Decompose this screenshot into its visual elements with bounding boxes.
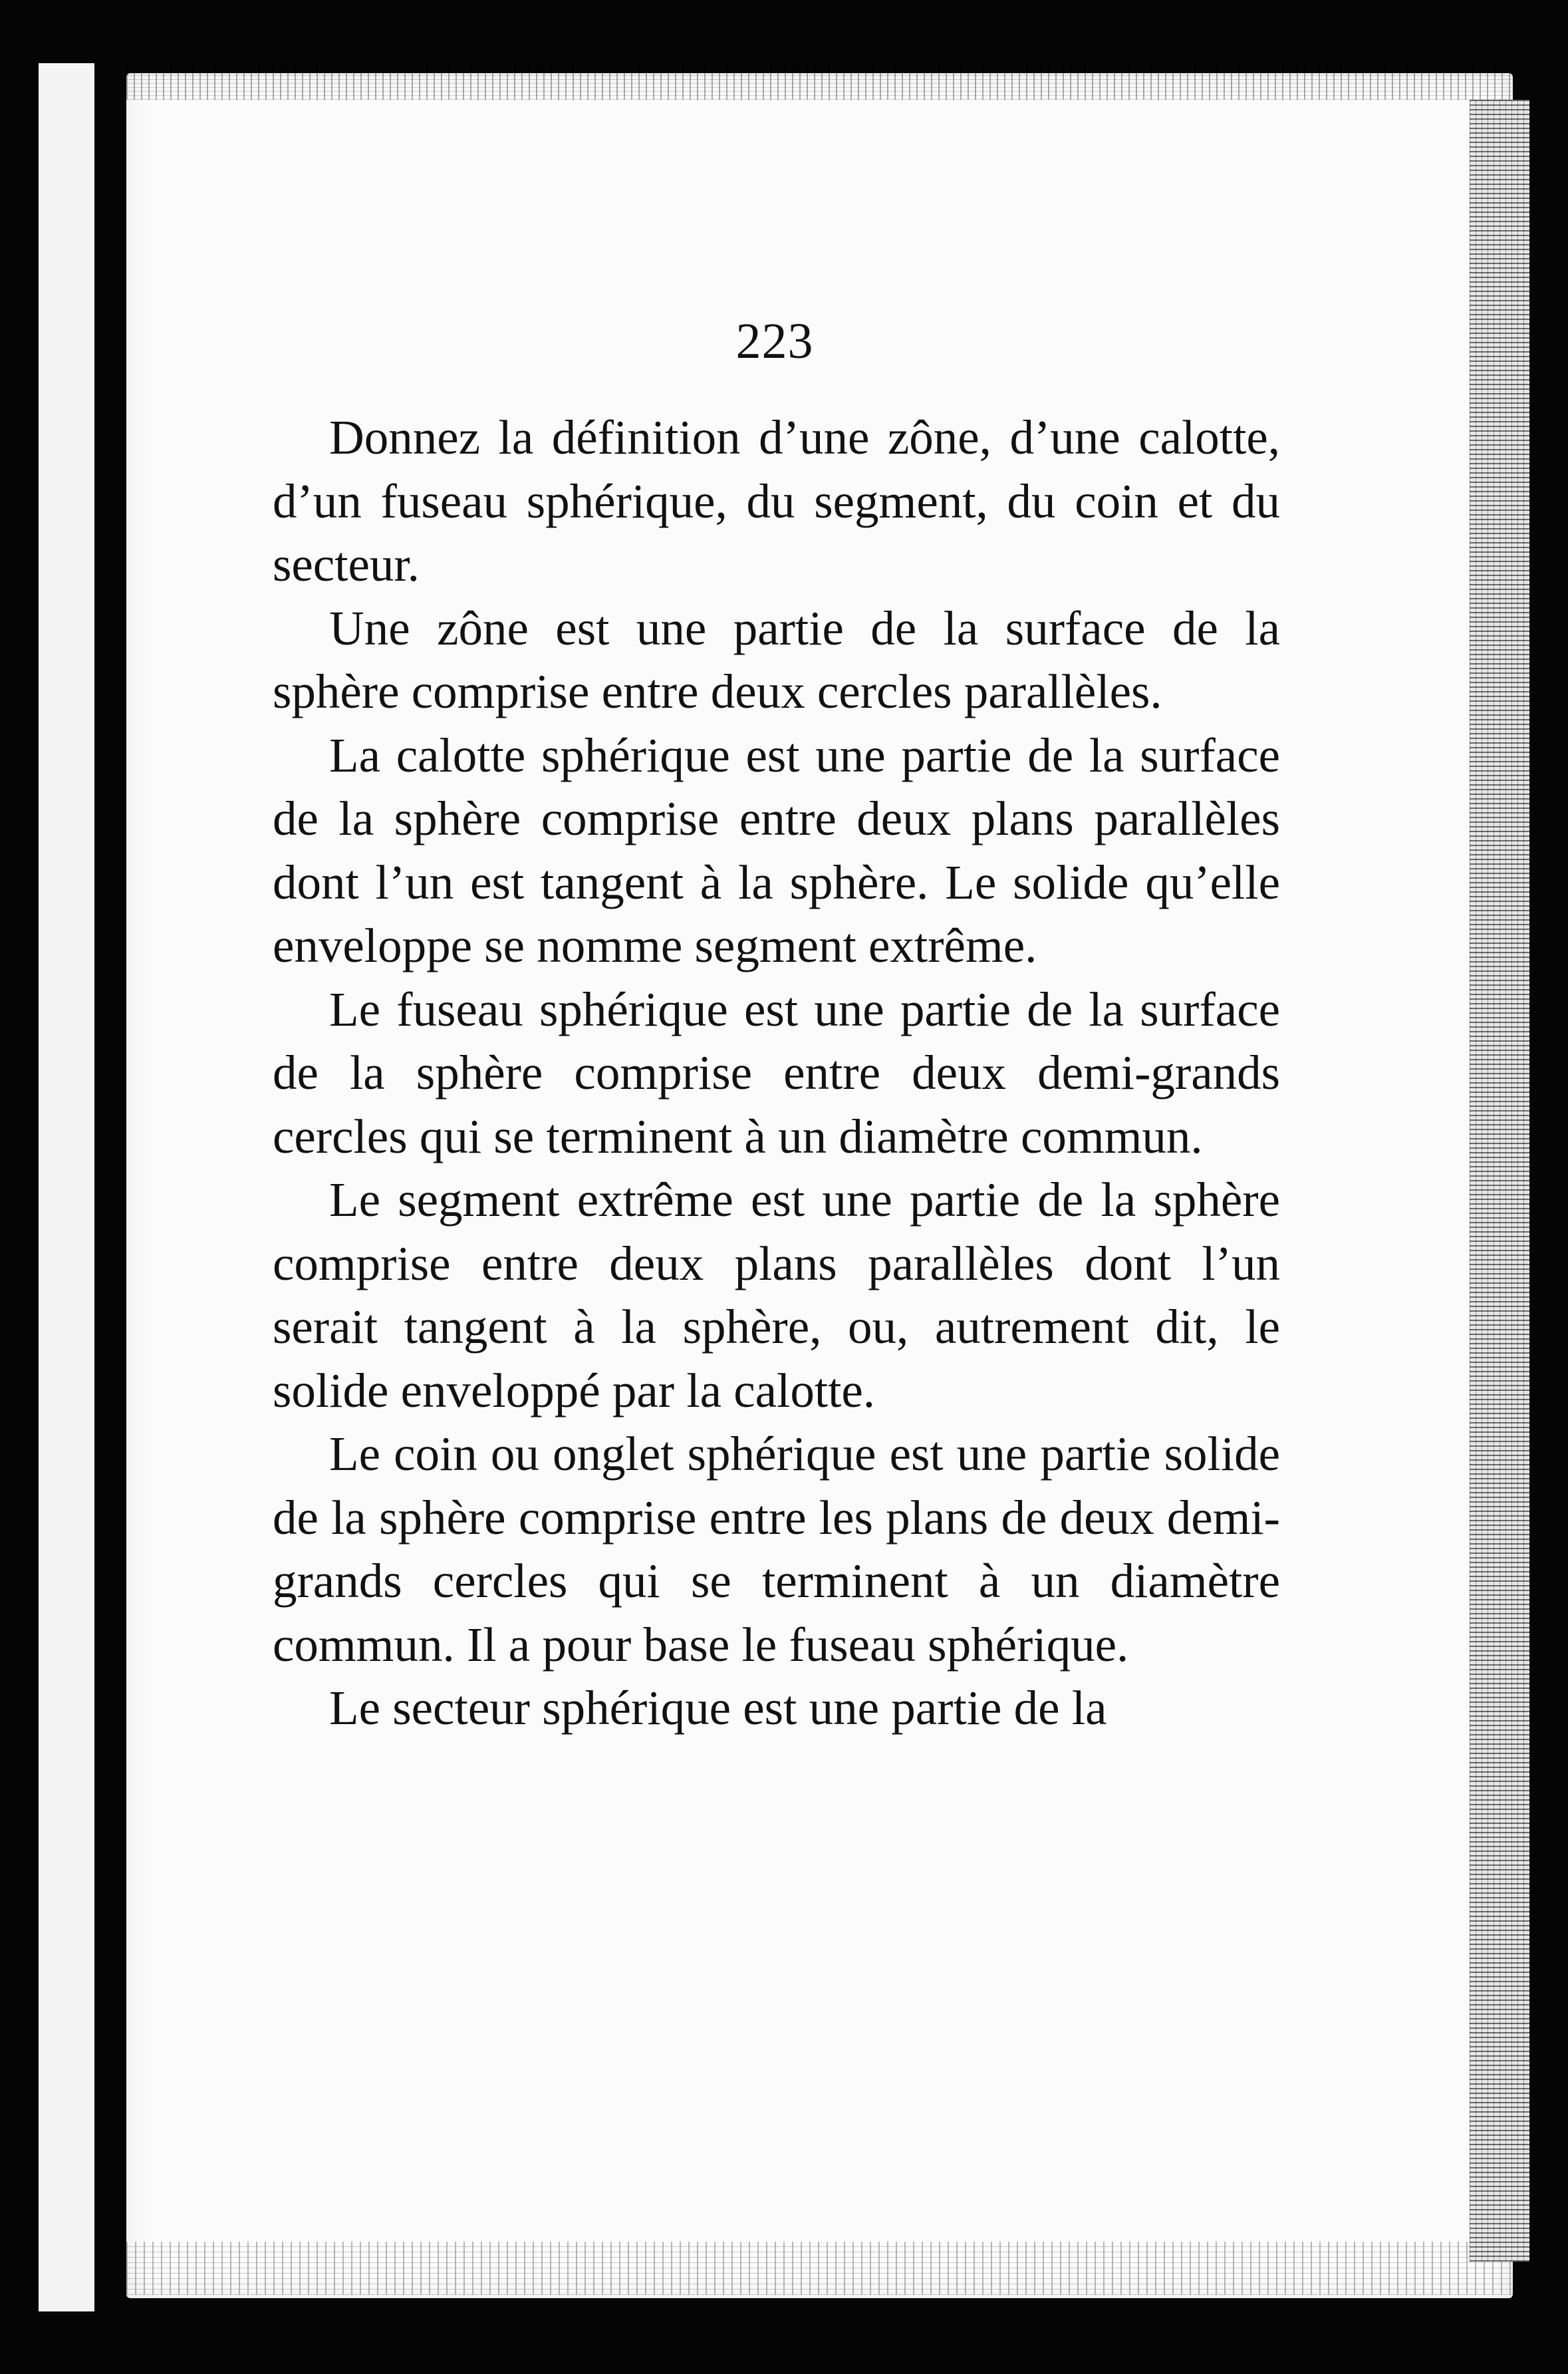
page-bottom-edge	[126, 2242, 1513, 2295]
paragraph-calotte: La calotte sphérique est une partie de la surface de la sphère comprise entre deux plans parallèles dont l’un est tangent à la sphère. Le solide qu’elle enveloppe se nomme segment extrême.	[273, 728, 1280, 972]
paragraph-question: Donnez la définition d’une zône, d’une calotte, d’un fuseau sphérique, du segment, du coin et du secteur.	[273, 410, 1280, 591]
paragraph-secteur: Le secteur sphérique est une partie de la	[329, 1681, 1107, 1735]
paragraph-coin: Le coin ou onglet sphérique est une partie solide de la sphère comprise entre les plans de deux demi-grands cercles qui se terminent à un diamètre commun. Il a pour base le fuseau sphérique.	[273, 1427, 1280, 1672]
page-number: 223	[735, 313, 814, 369]
paragraph-fuseau: Le fuseau sphérique est une partie de la surface de la sphère comprise entre deux demi-grands cercles qui se terminent à un diamètre commun.	[273, 982, 1280, 1163]
adjacent-page-edge	[39, 63, 94, 2311]
page-right-edge	[1470, 100, 1529, 2262]
paragraph-zone: Une zône est une partie de la surface de la sphère comprise entre deux cercles parallèles.	[273, 601, 1280, 718]
paragraph-segment: Le segment extrême est une partie de la sphère comprise entre deux plans parallèles dont l’un serait tangent à la sphère, ou, autrement dit, le solide enveloppé par la calotte.	[273, 1173, 1280, 1417]
page-body-text	[273, 406, 1280, 1740]
page-top-edge	[126, 63, 1513, 100]
